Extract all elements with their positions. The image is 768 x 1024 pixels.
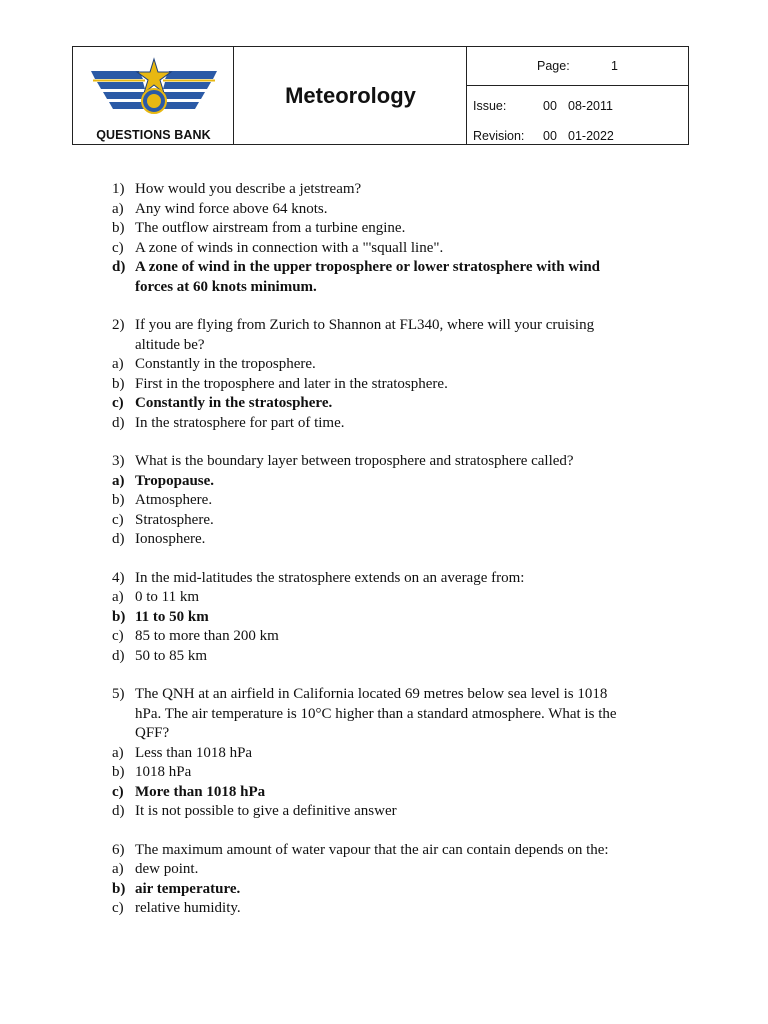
answer-option: c) Stratosphere. [112, 511, 214, 528]
question-text-continued: QFF? [135, 725, 170, 741]
question-2 [112, 316, 682, 336]
answer-option: c) relative humidity. [112, 900, 241, 916]
title-cell [234, 47, 467, 144]
question-3 [112, 452, 682, 472]
question-text: In the mid-latitudes the stratosphere extends on an average from: [135, 569, 525, 586]
answer-option: d) In the stratosphere for part of time. [112, 414, 345, 431]
document-header [72, 46, 689, 145]
question-text: The QNH at an airfield in California located 69 metres below sea level is 1018 [135, 686, 608, 702]
answer-option: a) 0 to 11 km [112, 589, 200, 605]
page-number: 1 [611, 59, 618, 73]
question-number: 4) [112, 569, 125, 586]
answer-option: d) It is not possible to give a definitive answer [112, 803, 397, 819]
airline-wings-star-icon [89, 55, 219, 119]
correct-answer: d) A zone of wind in the upper troposphere or lower stratosphere with wind [112, 259, 601, 275]
question-text-continued: altitude be? [135, 336, 205, 353]
question-4 [112, 569, 682, 589]
question-number: 3) [112, 453, 125, 469]
correct-answer-continued: forces at 60 knots minimum. [135, 278, 317, 295]
answer-option: a) Constantly in the troposphere. [112, 356, 316, 372]
question-number: 5) [112, 686, 125, 702]
correct-answer: b) air temperature. [112, 880, 241, 897]
answer-option: b) The outflow airstream from a turbine engine. [112, 220, 406, 236]
revision-number: 00 [543, 129, 557, 143]
answer-option: a) Less than 1018 hPa [112, 744, 253, 761]
answer-option: b) 1018 hPa [112, 764, 192, 780]
question-5 [112, 685, 682, 705]
question-text: What is the boundary layer between troposphere and stratosphere called? [135, 453, 574, 469]
correct-answer: c) Constantly in the stratosphere. [112, 395, 333, 411]
question-number: 6) [112, 841, 125, 858]
questions-bank-label: QUESTIONS BANK [96, 128, 211, 142]
revision-label: Revision: [473, 129, 525, 143]
issue-date: 08-2011 [568, 99, 613, 113]
issue-number: 00 [543, 99, 557, 113]
answer-option: b) Atmosphere. [112, 492, 213, 508]
question-number: 2) [112, 317, 125, 333]
info-cell [467, 47, 688, 144]
question-number: 1) [112, 181, 125, 197]
answer-option: a) Any wind force above 64 knots. [112, 200, 328, 217]
answer-option: a) dew point. [112, 861, 199, 877]
page-row [467, 47, 688, 86]
logo-cell [73, 47, 234, 144]
correct-answer: c) More than 1018 hPa [112, 783, 266, 800]
question-6 [112, 841, 682, 861]
question-text-continued: hPa. The air temperature is 10°C higher than a standard atmosphere. What is the [135, 705, 617, 722]
correct-answer: b) 11 to 50 km [112, 608, 209, 625]
answer-option: d) 50 to 85 km [112, 647, 208, 664]
answer-option: d) Ionosphere. [112, 531, 206, 547]
page-title: Meteorology [285, 83, 416, 108]
question-text: How would you describe a jetstream? [135, 181, 362, 197]
question-1 [112, 180, 682, 200]
answer-option: b) First in the troposphere and later in the stratosphere. [112, 375, 448, 392]
answer-option: c) A zone of winds in connection with a "'squall line". [112, 239, 444, 256]
answer-option: c) 85 to more than 200 km [112, 628, 279, 644]
revision-date: 01-2022 [568, 129, 614, 143]
question-text: The maximum amount of water vapour that the air can contain depends on the: [135, 841, 609, 858]
correct-answer: a) Tropopause. [112, 472, 215, 489]
question-list [112, 180, 682, 919]
page-label: Page: [537, 59, 570, 73]
question-text: If you are flying from Zurich to Shannon at FL340, where will your cruising [135, 317, 595, 333]
issue-label: Issue: [473, 99, 507, 113]
